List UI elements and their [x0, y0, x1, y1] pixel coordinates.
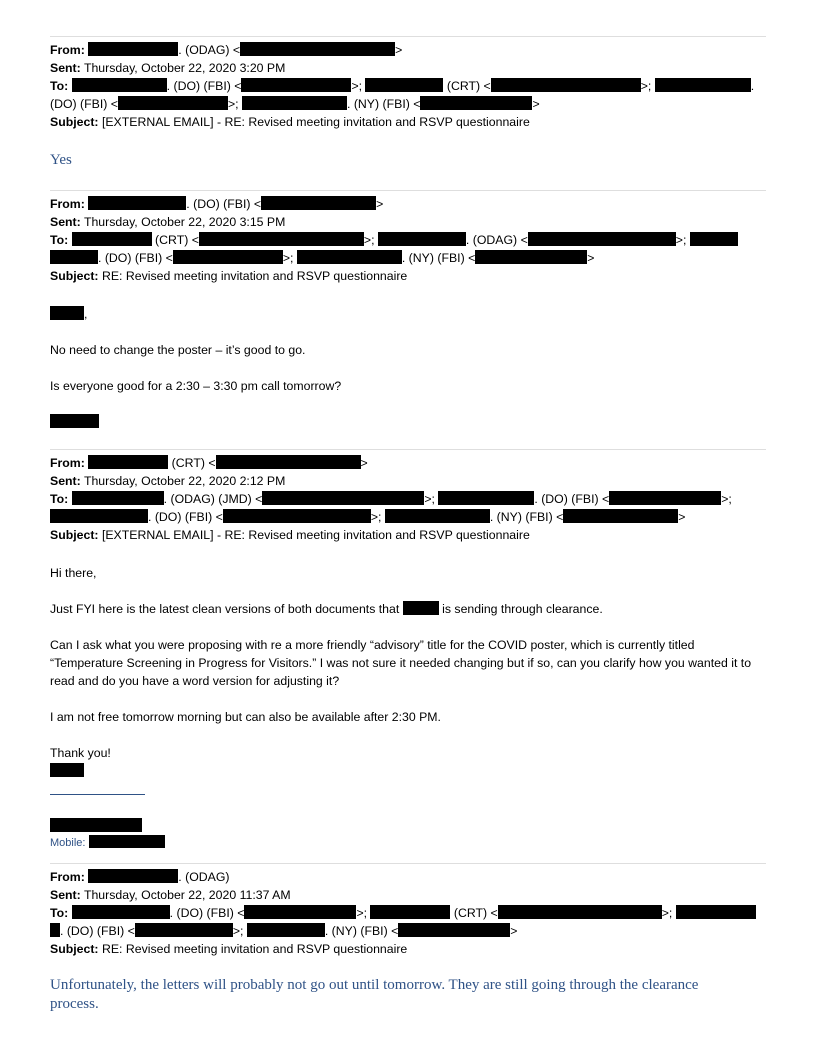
subject-text: RE: Revised meeting invitation and RSVP questionnaire — [101, 269, 408, 283]
to-text: > — [532, 97, 540, 111]
subject-line — [50, 113, 766, 131]
sent-label: Sent: — [50, 215, 81, 229]
to-text: . (ODAG) < — [465, 233, 528, 247]
to-label: To: — [50, 906, 69, 920]
to-line — [50, 904, 766, 922]
paragraph: Can I ask what you were proposing with re a more friendly “advisory” title for the COVID poster, which is currently titled “Temperature Screening in Progress for Visitors.” I was not sure it needed changing but if so, can you clarify how you wanted it to read and do you have a word version for adjusting it? — [50, 638, 752, 688]
redaction-box — [50, 250, 98, 264]
to-text: >; — [232, 924, 247, 938]
subject-text: [EXTERNAL EMAIL] - RE: Revised meeting invitation and RSVP questionnaire — [101, 115, 530, 129]
to-text: >; — [356, 906, 371, 920]
to-text: . (NY) (FBI) < — [489, 510, 564, 524]
greeting — [50, 305, 766, 323]
subject-line — [50, 267, 766, 285]
signature-divider — [50, 794, 145, 795]
redaction-box — [72, 232, 152, 246]
signature — [50, 413, 766, 431]
redaction-box — [88, 869, 178, 883]
email-body: Yes — [50, 152, 72, 168]
signature-title — [50, 817, 766, 835]
redaction-box — [216, 455, 361, 469]
sent-line — [50, 59, 766, 77]
to-text: >; — [640, 79, 655, 93]
to-text: . (DO) (FBI) < — [98, 251, 173, 265]
redaction-box — [50, 509, 148, 523]
redaction-box — [247, 923, 325, 937]
to-text: >; — [370, 510, 385, 524]
redaction-box — [398, 923, 510, 937]
redaction-box — [370, 905, 450, 919]
from-label: From: — [50, 43, 85, 57]
subject-text: [EXTERNAL EMAIL] - RE: Revised meeting invitation and RSVP questionnaire — [101, 528, 530, 542]
to-text: >; — [227, 97, 242, 111]
email-thread — [50, 36, 766, 1020]
email-header — [50, 41, 766, 131]
to-text: . (DO) (FBI) < — [534, 492, 610, 506]
redaction-box — [690, 232, 738, 246]
redaction-box — [72, 905, 170, 919]
to-line-cont — [50, 249, 766, 267]
from-line — [50, 868, 766, 886]
mobile-label: Mobile: — [50, 837, 86, 849]
greeting-text: , — [84, 307, 88, 321]
sent-date: Thursday, October 22, 2020 3:15 PM — [83, 215, 286, 229]
redaction-box — [297, 250, 402, 264]
redaction-box — [385, 509, 490, 523]
from-text: > — [376, 197, 384, 211]
to-text: . (DO) (FBI) < — [169, 906, 245, 920]
sent-date: Thursday, October 22, 2020 3:20 PM — [83, 61, 286, 75]
redaction-box — [88, 42, 178, 56]
redaction-box — [244, 905, 356, 919]
from-line — [50, 41, 766, 59]
greeting: Hi there, — [50, 566, 97, 580]
paragraph: No need to change the poster – it’s good to go. — [50, 343, 306, 357]
email-message — [50, 36, 766, 170]
from-text: > — [360, 456, 368, 470]
email-message — [50, 449, 766, 851]
to-text: (CRT) < — [450, 906, 498, 920]
to-text: . — [750, 79, 755, 93]
paragraph: Is everyone good for a 2:30 – 3:30 pm call tomorrow? — [50, 379, 342, 393]
redaction-box — [403, 601, 439, 615]
to-text: . (NY) (FBI) < — [347, 97, 421, 111]
from-text: . (ODAG) < — [178, 43, 241, 57]
redaction-box — [242, 96, 347, 110]
sent-line — [50, 886, 766, 904]
redaction-box — [609, 491, 721, 505]
redaction-box — [261, 196, 376, 210]
paragraph — [50, 600, 766, 618]
sent-label: Sent: — [50, 61, 81, 75]
redaction-box — [199, 232, 364, 246]
subject-line — [50, 940, 766, 958]
redaction-box — [498, 905, 662, 919]
redaction-box — [240, 42, 395, 56]
to-label: To: — [50, 79, 69, 93]
redaction-box — [655, 78, 751, 92]
from-label: From: — [50, 870, 85, 884]
redaction-box — [50, 414, 99, 428]
closing: Thank you! — [50, 746, 111, 760]
redaction-box — [72, 78, 167, 92]
redaction-box — [475, 250, 587, 264]
redaction-box — [438, 491, 534, 505]
email-header — [50, 195, 766, 285]
redaction-box — [563, 509, 678, 523]
redaction-box — [378, 232, 466, 246]
email-message — [50, 190, 766, 431]
redaction-box — [89, 835, 165, 848]
to-line — [50, 231, 766, 249]
from-line — [50, 454, 766, 472]
from-label: From: — [50, 197, 85, 211]
redaction-box — [88, 196, 186, 210]
to-text: . (ODAG) (JMD) < — [163, 492, 263, 506]
to-label: To: — [50, 492, 69, 506]
paragraph: I am not free tomorrow morning but can also be available after 2:30 PM. — [50, 710, 441, 724]
to-text: (CRT) < — [151, 233, 199, 247]
to-text: . (DO) (FBI) < — [166, 79, 242, 93]
to-text: >; — [721, 492, 732, 506]
to-text: >; — [363, 233, 378, 247]
to-line — [50, 77, 766, 95]
redaction-box — [50, 818, 142, 832]
to-line-cont — [50, 922, 766, 940]
sent-label: Sent: — [50, 888, 81, 902]
from-text: > — [395, 43, 403, 57]
signature-name — [50, 762, 766, 780]
subject-label: Subject: — [50, 942, 99, 956]
redaction-box — [72, 491, 164, 505]
redaction-box — [88, 455, 168, 469]
redaction-box — [676, 905, 756, 919]
to-text: . (NY) (FBI) < — [401, 251, 476, 265]
sent-date: Thursday, October 22, 2020 2:12 PM — [83, 474, 286, 488]
redaction-box — [420, 96, 532, 110]
email-body: Unfortunately, the letters will probably not go out until tomorrow. They are still going through the clearance process. — [50, 977, 699, 1012]
to-label: To: — [50, 233, 69, 247]
email-body — [50, 305, 766, 431]
redaction-box — [528, 232, 676, 246]
from-text: . (ODAG) — [178, 870, 230, 884]
redaction-box — [173, 250, 283, 264]
email-header — [50, 454, 766, 544]
to-line-cont — [50, 95, 766, 113]
to-line — [50, 490, 766, 508]
redaction-box — [135, 923, 233, 937]
to-text: >; — [351, 79, 366, 93]
redaction-box — [50, 306, 84, 320]
redaction-box — [262, 491, 424, 505]
redaction-box — [223, 509, 371, 523]
to-text: . (DO) (FBI) < — [148, 510, 223, 524]
sent-date: Thursday, October 22, 2020 11:37 AM — [83, 888, 291, 902]
to-text: (DO) (FBI) < — [50, 97, 118, 111]
to-text: >; — [675, 233, 690, 247]
sent-label: Sent: — [50, 474, 81, 488]
paragraph-text: Just FYI here is the latest clean versions of both documents that — [50, 602, 403, 616]
redaction-box — [365, 78, 443, 92]
to-text: > — [510, 924, 518, 938]
mobile-line — [50, 835, 766, 851]
from-line — [50, 195, 766, 213]
sent-line — [50, 213, 766, 231]
subject-label: Subject: — [50, 115, 99, 129]
to-line-cont — [50, 508, 766, 526]
subject-line — [50, 526, 766, 544]
to-text: . (DO) (FBI) < — [60, 924, 135, 938]
from-text: (CRT) < — [168, 456, 216, 470]
email-body — [50, 564, 766, 851]
redaction-box — [118, 96, 228, 110]
redaction-box — [50, 763, 84, 777]
from-text: . (DO) (FBI) < — [186, 197, 262, 211]
to-text: >; — [424, 492, 439, 506]
redaction-box — [50, 923, 60, 937]
to-text: >; — [661, 906, 676, 920]
subject-text: RE: Revised meeting invitation and RSVP questionnaire — [101, 942, 408, 956]
email-header — [50, 868, 766, 958]
to-text: > — [587, 251, 595, 265]
to-text: . (NY) (FBI) < — [324, 924, 399, 938]
to-text: (CRT) < — [443, 79, 491, 93]
to-text: >; — [282, 251, 297, 265]
paragraph-text: is sending through clearance. — [438, 602, 603, 616]
sent-line — [50, 472, 766, 490]
redaction-box — [491, 78, 641, 92]
subject-label: Subject: — [50, 528, 99, 542]
subject-label: Subject: — [50, 269, 99, 283]
email-message — [50, 863, 766, 1014]
from-label: From: — [50, 456, 85, 470]
to-text: > — [678, 510, 686, 524]
redaction-box — [241, 78, 351, 92]
